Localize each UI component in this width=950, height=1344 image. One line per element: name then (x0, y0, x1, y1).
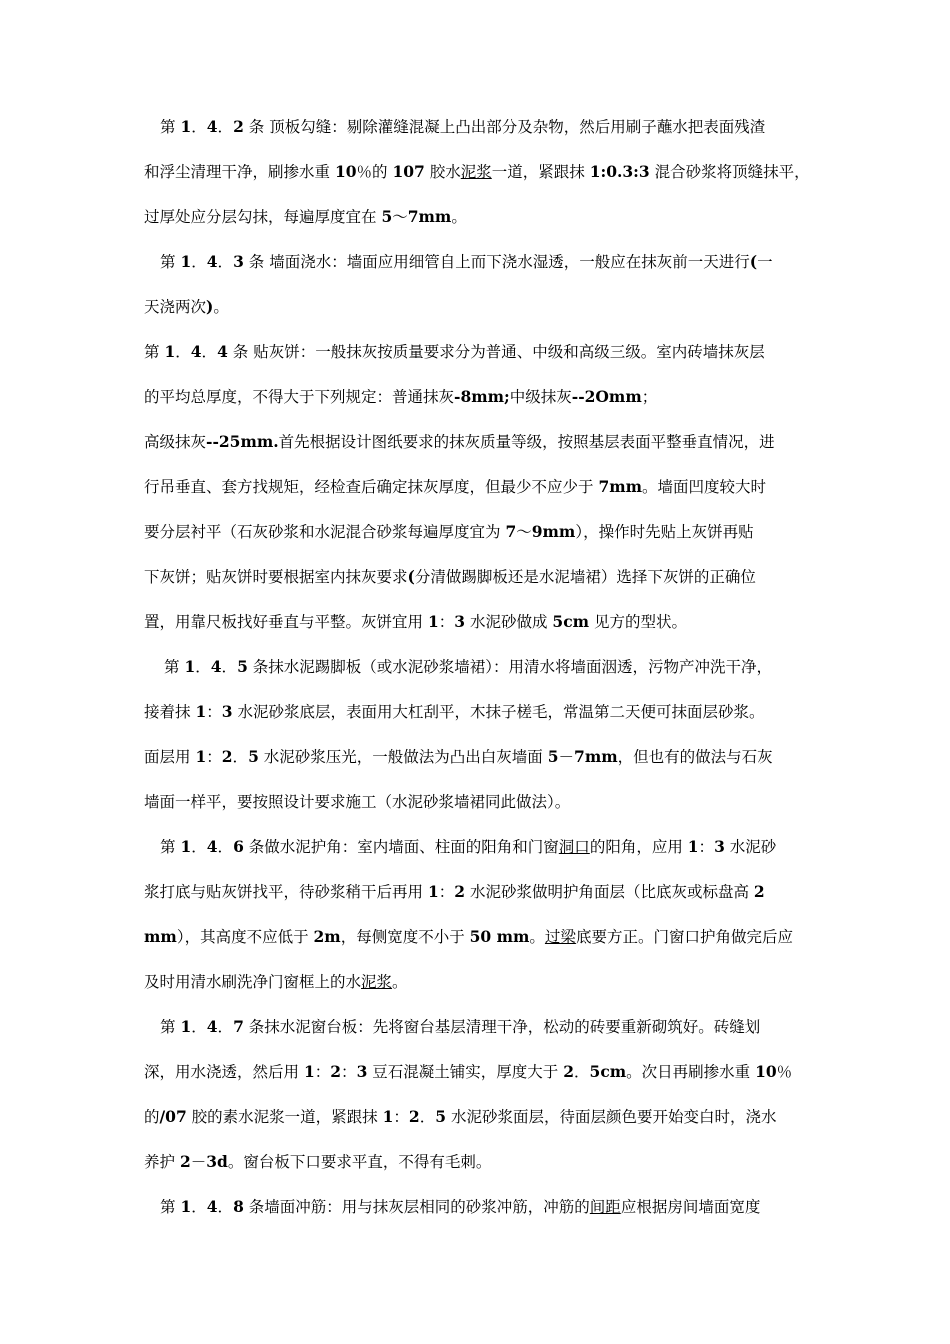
text-run: ． (191, 838, 207, 856)
bold-text-run: 7mm (574, 747, 618, 766)
bold-text-run: 1 (303, 1062, 315, 1081)
text-run: 行吊垂直、套方找规矩，经检查后确定抹灰厚度，但最少不应少于 (144, 478, 599, 496)
text-run: ： (438, 613, 455, 631)
text-run: 首先根据设计图纸要求的抹灰质量等级，按照基层表面平整垂直情况，进 (278, 433, 775, 451)
text-line (144, 791, 570, 813)
text-run: 第 (160, 838, 181, 856)
bold-text-run: --2Omm (571, 387, 642, 406)
text-run: ． (574, 1063, 590, 1081)
text-run: 。 (213, 298, 229, 316)
text-run: ，每侧宽度不小于 (340, 928, 470, 946)
bold-text-run: 4 (206, 117, 218, 136)
bold-text-run: 1 (180, 1017, 192, 1036)
text-run: ． (217, 1198, 234, 1216)
bold-text-run: 2 (330, 1062, 342, 1081)
bold-text-run: -8mm; (454, 387, 510, 406)
text-run: 中级抹灰 (509, 388, 572, 406)
text-run: 条 顶板勾缝：剔除灌缝混凝上凸出部分及杂物，然后用刷子蘸水把表面残渣 (243, 118, 766, 136)
text-run: 水泥砂浆面层，待面层颜色要开始变白时，浇水 (446, 1108, 777, 1126)
bold-text-run: 2 (408, 1107, 420, 1126)
bold-text-run: 4 (206, 1017, 218, 1036)
text-run: ． (217, 838, 234, 856)
bold-text-run: 50 mm (469, 927, 530, 946)
text-run: 水泥砂浆压光，一般做法为凸出白灰墙面 (258, 748, 548, 766)
text-run: ： (341, 1063, 357, 1081)
bold-text-run: /07 (159, 1107, 187, 1126)
text-run: 。 (529, 928, 545, 946)
text-run: 底要方正。门窗口护角做完后应 (575, 928, 793, 946)
text-run: ． (191, 253, 207, 271)
bold-text-run: 3d (206, 1152, 228, 1171)
text-run: 混合砂浆将顶缝抹平， (649, 163, 810, 181)
bold-text-run: 4 (206, 837, 218, 856)
underlined-term: 过梁 (544, 928, 576, 946)
bold-text-run: 1 (180, 252, 192, 271)
text-line (164, 656, 772, 678)
text-run: ． (191, 1198, 207, 1216)
text-run: 水泥砂浆做明护角面层（比底灰或标盘高 (465, 883, 754, 901)
bold-text-run: 7mm (598, 477, 643, 496)
text-run: 条墙面冲筋：用与抹灰层相同的砂浆冲筋，冲筋的 (243, 1198, 590, 1216)
text-run: 的 (144, 1108, 160, 1126)
text-run: ： (206, 703, 222, 721)
bold-text-run: 1 (195, 747, 207, 766)
text-run: ． (175, 343, 191, 361)
text-run: ： (206, 748, 222, 766)
bold-text-run: 3 (356, 1062, 368, 1081)
text-line (144, 701, 764, 723)
text-line (160, 836, 776, 858)
bold-text-run: 5 (547, 747, 559, 766)
text-run: 应根据房间墙面宽度 (620, 1198, 761, 1216)
bold-text-run: 5 (248, 747, 259, 766)
text-run: 墙面一样平，要按照设计要求施工（水泥砂浆墙裙同此做法）。 (144, 793, 571, 811)
text-run: 条抹水泥窗台板：先将窗台基层清理干净，松动的砖要重新砌筑好。砖缝划 (243, 1018, 761, 1036)
underlined-term: 泥浆 (460, 163, 492, 181)
text-run: 水泥砂做成 (465, 613, 553, 631)
text-run: ： (698, 838, 715, 856)
text-run: ． (217, 253, 234, 271)
text-run: 胶水 (424, 163, 461, 181)
text-line (144, 431, 775, 453)
text-run: ％的 (356, 163, 393, 181)
bold-text-run: 6 (233, 837, 244, 856)
bold-text-run: ( (749, 252, 758, 271)
bold-text-run: mm (144, 927, 177, 946)
bold-text-run: 5cm (589, 1062, 627, 1081)
underlined-term: 泥浆 (361, 973, 393, 991)
text-run: 豆石混凝土铺实，厚度大于 (367, 1063, 564, 1081)
bold-text-run: 4 (206, 252, 218, 271)
text-line (144, 926, 793, 948)
text-run: 过厚处应分层勾抹，每遍厚度宜在 (144, 208, 382, 226)
text-run: ． (191, 1018, 207, 1036)
text-line (144, 341, 765, 363)
bold-text-run: 2 (233, 117, 244, 136)
text-run: 的阳角，应用 (589, 838, 688, 856)
bold-text-run: 1 (184, 657, 196, 676)
text-run: 。次日再刷掺水重 (626, 1063, 756, 1081)
bold-text-run: 7 (505, 522, 517, 541)
text-run: ． (217, 118, 234, 136)
text-run: ． (232, 748, 249, 766)
text-run: 要分层衬平（石灰砂浆和水泥混合砂浆每遍厚度宜为 (144, 523, 506, 541)
text-run: ： (314, 1063, 331, 1081)
bold-text-run: 5cm (552, 612, 590, 631)
text-run: ． (221, 658, 238, 676)
bold-text-run: 2 (179, 1152, 191, 1171)
bold-text-run: 1 (382, 1107, 394, 1126)
text-run: 一 (757, 253, 773, 271)
underlined-term: 洞口 (558, 838, 590, 856)
bold-text-run: ) (206, 297, 214, 316)
bold-text-run: 1 (427, 882, 439, 901)
bold-text-run: 107 (392, 162, 425, 181)
text-run: 下灰饼；贴灰饼时要根据室内抹灰要求 (144, 568, 408, 586)
text-line (144, 566, 756, 588)
bold-text-run: --25mm. (206, 432, 279, 451)
text-run: － (558, 748, 575, 766)
text-run: 条 墙面浇水：墙面应用细管自上而下浇水湿透，一般应在抹灰前一天进行 (243, 253, 750, 271)
text-line (144, 161, 810, 183)
text-run: ． (195, 658, 211, 676)
bold-text-run: 1:0.3:3 (589, 162, 650, 181)
bold-text-run: 9mm (531, 522, 576, 541)
bold-text-run: 2 (221, 747, 233, 766)
text-run: 置，用靠尺板找好垂直与平整。灰饼宜用 (144, 613, 428, 631)
text-run: ： (438, 883, 455, 901)
text-run: 水泥砂浆底层，表面用大杠刮平，木抹子槎毛，常温第二天便可抹面层砂浆。 (232, 703, 765, 721)
bold-text-run: 5 (435, 1107, 447, 1126)
text-line (144, 971, 408, 993)
text-run: 胶的素水泥浆一道，紧跟抹 (186, 1108, 383, 1126)
text-run: 见方的型状。 (589, 613, 687, 631)
text-run: 第 (160, 1018, 181, 1036)
bold-text-run: 2 (454, 882, 466, 901)
text-run: ． (201, 343, 218, 361)
bold-text-run: 5 (381, 207, 393, 226)
text-run: ，但也有的做法与石灰 (617, 748, 773, 766)
text-run: ），其高度不应低于 (176, 928, 314, 946)
text-run: 及时用清水刷洗净门窗框上的水 (144, 973, 362, 991)
text-run: 。墙面凹度较大时 (642, 478, 767, 496)
text-line (160, 116, 765, 138)
text-line (144, 521, 754, 543)
bold-text-run: 4 (206, 1197, 218, 1216)
bold-text-run: 1 (180, 1197, 192, 1216)
bold-text-run: 8 (233, 1197, 244, 1216)
text-line (144, 881, 765, 903)
bold-text-run: 5 (237, 657, 248, 676)
text-line (144, 1106, 776, 1128)
text-run: 条抹水泥踢脚板（或水泥砂浆墙裙）：用清水将墙面洇透，污物产冲洗干净， (247, 658, 773, 676)
bold-text-run: 1 (164, 342, 176, 361)
bold-text-run: 1 (687, 837, 699, 856)
text-run: 条 贴灰饼：一般抹灰按质量要求分为普通、中级和高级三级。室内砖墙抹灰层 (227, 343, 765, 361)
text-run: 水泥砂 (724, 838, 777, 856)
text-run: 深，用水浇透，然后用 (144, 1063, 304, 1081)
text-line (144, 386, 657, 408)
text-line (144, 746, 773, 768)
text-run: 第 (160, 118, 181, 136)
text-run: 面层用 (144, 748, 196, 766)
text-run: － (190, 1153, 207, 1171)
text-run: 一道，紧跟抹 (491, 163, 590, 181)
text-run: ； (641, 388, 658, 406)
text-run: 第 (164, 658, 185, 676)
bold-text-run: ( (407, 567, 415, 586)
text-run: ． (419, 1108, 436, 1126)
bold-text-run: 7mm (407, 207, 452, 226)
underlined-term: 间距 (589, 1198, 621, 1216)
bold-text-run: 3 (221, 702, 233, 721)
text-run: 条做水泥护角：室内墙面、柱面的阳角和门窗 (243, 838, 559, 856)
text-run: ～ (516, 523, 532, 541)
bold-text-run: 1 (195, 702, 207, 721)
text-run: 分清做踢脚板还是水泥墙裙）选择下灰饼的正确位 (414, 568, 756, 586)
bold-text-run: 3 (454, 612, 466, 631)
bold-text-run: 2m (313, 927, 341, 946)
bold-text-run: 1 (427, 612, 439, 631)
bold-text-run: 1 (180, 837, 192, 856)
text-run: 第 (144, 343, 165, 361)
text-run: 浆打底与贴灰饼找平，待砂浆稍干后再用 (144, 883, 428, 901)
text-run: 养护 (144, 1153, 180, 1171)
text-line (144, 296, 229, 318)
text-line (144, 476, 766, 498)
bold-text-run: 10 (334, 162, 357, 181)
text-run: 第 (160, 253, 181, 271)
text-line (160, 251, 773, 273)
bold-text-run: 7 (233, 1017, 244, 1036)
text-line (160, 1196, 760, 1218)
bold-text-run: 4 (210, 657, 222, 676)
bold-text-run: 3 (714, 837, 725, 856)
text-line (144, 1151, 491, 1173)
text-run: 。 (451, 208, 467, 226)
text-line (144, 206, 467, 228)
bold-text-run: 2 (753, 882, 765, 901)
text-line (160, 1016, 760, 1038)
text-run: 。 (392, 973, 408, 991)
text-run: 。窗台板下口要求平直，不得有毛刺。 (227, 1153, 492, 1171)
bold-text-run: 3 (233, 252, 244, 271)
text-run: ： (393, 1108, 409, 1126)
bold-text-run: 10 (755, 1062, 777, 1081)
text-run: 的平均总厚度，不得大于下列规定：普通抹灰 (144, 388, 455, 406)
bold-text-run: 4 (217, 342, 228, 361)
text-run: 第 (160, 1198, 181, 1216)
text-run: ～ (392, 208, 408, 226)
text-line (144, 611, 687, 633)
text-line (144, 1061, 792, 1083)
text-run: 和浮尘清理干净，刷掺水重 (144, 163, 335, 181)
bold-text-run: 1 (180, 117, 192, 136)
text-run: 天浇两次 (144, 298, 207, 316)
text-run: ％ (776, 1063, 793, 1081)
text-run: 高级抹灰 (144, 433, 207, 451)
bold-text-run: 4 (190, 342, 202, 361)
text-run: ． (217, 1018, 234, 1036)
text-run: ． (191, 118, 207, 136)
text-run: ），操作时先贴上灰饼再贴 (575, 523, 754, 541)
bold-text-run: 2 (563, 1062, 575, 1081)
text-run: 接着抹 (144, 703, 196, 721)
